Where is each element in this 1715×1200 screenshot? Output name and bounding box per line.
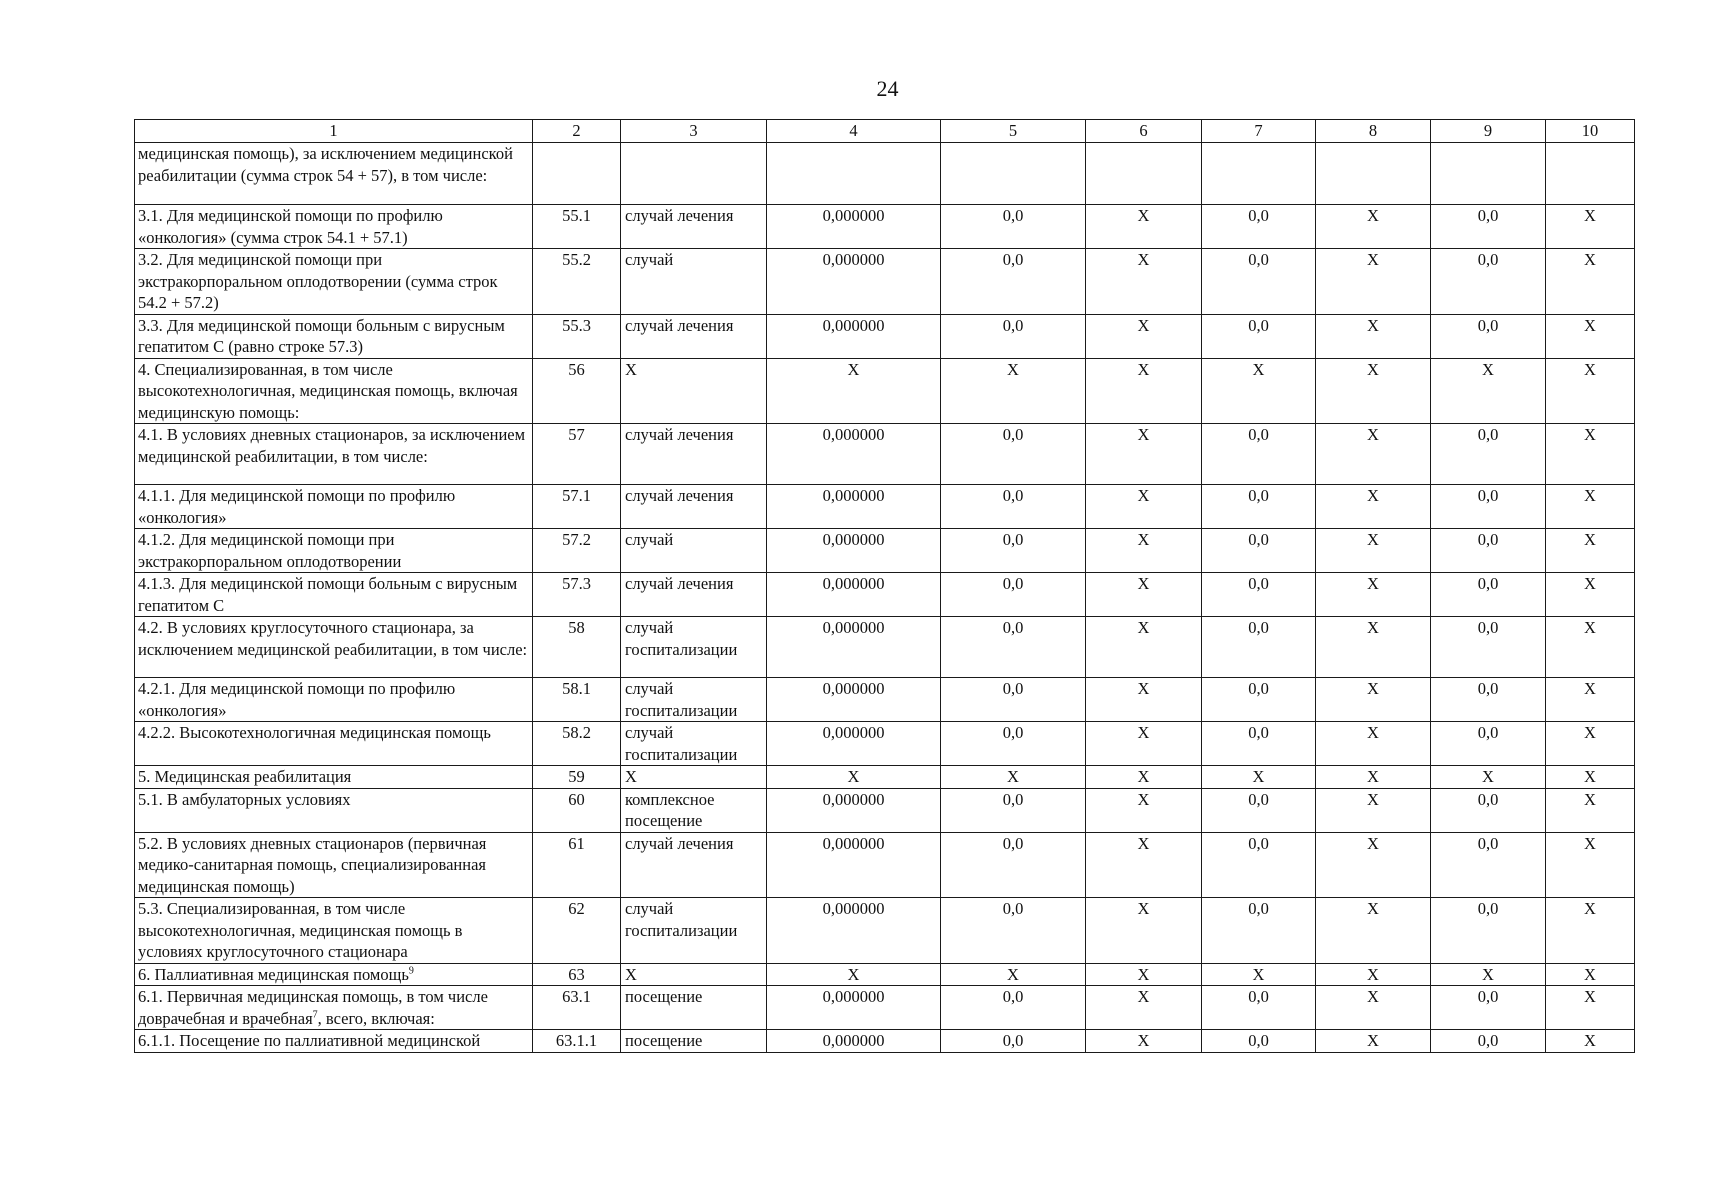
cell-row-code: 55.3 [533,314,621,358]
cell-label-text: 6.1.1. Посещение по паллиативной медицинской [138,1031,481,1050]
cell-col-10: X [1546,986,1635,1030]
cell-col-5: 0,0 [941,205,1086,249]
cell-col-10: X [1546,766,1635,789]
column-header: 10 [1546,120,1635,143]
column-header: 7 [1202,120,1316,143]
table-row [135,832,1635,898]
cell-col-5: X [941,766,1086,789]
cell-label-text: 5.2. В условиях дневных стационаров (первичная медико-санитарная помощь, специализированная медицинская помощь) [138,833,487,896]
cell-col-10: X [1546,898,1635,964]
cell-col-5: 0,0 [941,986,1086,1030]
cell-col-5: 0,0 [941,573,1086,617]
cell-col-6: X [1086,485,1202,529]
cell-label [135,358,533,424]
cell-col-7: 0,0 [1202,424,1316,485]
cell-col-10: X [1546,678,1635,722]
cell-col-10: X [1546,617,1635,678]
cell-unit: случай госпитализации [621,678,767,722]
cell-label-text: 3.1. Для медицинской помощи по профилю «онкология» (сумма строк 54.1 + 57.1) [138,206,443,247]
cell-col-8: X [1316,424,1431,485]
cell-col-7: 0,0 [1202,314,1316,358]
cell-col-9 [1431,143,1546,205]
cell-label [135,573,533,617]
cell-label [135,249,533,315]
table-row [135,678,1635,722]
table-row [135,205,1635,249]
cell-unit: комплексное посещение [621,788,767,832]
cell-col-5: 0,0 [941,788,1086,832]
cell-col-9: 0,0 [1431,1030,1546,1053]
cell-col-4: 0,000000 [767,529,941,573]
cell-row-code: 56 [533,358,621,424]
cell-col-5: 0,0 [941,898,1086,964]
cell-col-4: 0,000000 [767,678,941,722]
cell-col-6: X [1086,205,1202,249]
cell-label-text: медицинская помощь), за исключением медицинской реабилитации (сумма строк 54 + 57), в том числе: [138,144,513,185]
cell-col-6: X [1086,678,1202,722]
cell-col-4: X [767,963,941,986]
cell-unit: случай госпитализации [621,617,767,678]
cell-label [135,722,533,766]
cell-col-6: X [1086,529,1202,573]
cell-col-9: 0,0 [1431,249,1546,315]
cell-col-9: 0,0 [1431,573,1546,617]
cell-col-6: X [1086,832,1202,898]
cell-col-9: 0,0 [1431,788,1546,832]
cell-unit: X [621,963,767,986]
table-row [135,424,1635,485]
cell-col-9: 0,0 [1431,485,1546,529]
table-row [135,249,1635,315]
column-header: 5 [941,120,1086,143]
cell-col-6: X [1086,1030,1202,1053]
cell-col-6 [1086,143,1202,205]
cell-col-5: 0,0 [941,1030,1086,1053]
cell-col-6: X [1086,963,1202,986]
header-row [135,120,1635,143]
cell-col-8: X [1316,485,1431,529]
cell-label-text: 4.1.3. Для медицинской помощи больным с вирусным гепатитом С [138,574,518,615]
cell-col-4: 0,000000 [767,617,941,678]
cell-col-6: X [1086,573,1202,617]
cell-col-5: X [941,963,1086,986]
cell-col-4: 0,000000 [767,249,941,315]
cell-col-8: X [1316,205,1431,249]
cell-col-7: 0,0 [1202,832,1316,898]
cell-col-8: X [1316,617,1431,678]
cell-unit: случай лечения [621,832,767,898]
cell-col-8: X [1316,832,1431,898]
cell-col-9: 0,0 [1431,424,1546,485]
cell-label-text: 3.2. Для медицинской помощи при экстракорпоральном оплодотворении (сумма строк 54.2 + 57.2) [138,250,498,312]
cell-col-4: 0,000000 [767,1030,941,1053]
cell-label [135,143,533,205]
table-row [135,143,1635,205]
cell-col-5: X [941,358,1086,424]
cell-col-7: 0,0 [1202,788,1316,832]
cell-unit: случай лечения [621,205,767,249]
cell-col-4: 0,000000 [767,722,941,766]
cell-col-10: X [1546,722,1635,766]
table-row [135,617,1635,678]
cell-col-8: X [1316,722,1431,766]
cell-col-8: X [1316,1030,1431,1053]
cell-col-4: 0,000000 [767,205,941,249]
column-header: 4 [767,120,941,143]
footnote-marker: 9 [408,965,414,976]
cell-col-9: 0,0 [1431,898,1546,964]
cell-unit: случай лечения [621,485,767,529]
cell-col-9: 0,0 [1431,832,1546,898]
cell-col-5 [941,143,1086,205]
cell-label-text: 4.2. В условиях круглосуточного стационара, за исключением медицинской реабилитации, в том числе: [138,618,528,659]
cell-col-7: X [1202,358,1316,424]
cell-label [135,832,533,898]
cell-label [135,485,533,529]
cell-label-text: 3.3. Для медицинской помощи больным с вирусным гепатитом С (равно строке 57.3) [138,315,505,356]
column-header: 6 [1086,120,1202,143]
cell-label-text: 4.1.1. Для медицинской помощи по профилю «онкология» [138,486,456,527]
cell-col-8 [1316,143,1431,205]
cell-col-5: 0,0 [941,314,1086,358]
cell-label-text: 5.1. В амбулаторных условиях [138,789,351,809]
cell-col-10: X [1546,529,1635,573]
cell-label [135,963,533,986]
cell-row-code: 61 [533,832,621,898]
table-row [135,358,1635,424]
cell-col-7: 0,0 [1202,485,1316,529]
cell-col-8: X [1316,529,1431,573]
cell-label [135,788,533,832]
cell-col-10: X [1546,963,1635,986]
table-body [135,143,1635,1053]
cell-col-7: 0,0 [1202,1030,1316,1053]
cell-col-7: X [1202,766,1316,789]
cell-col-10: X [1546,205,1635,249]
cell-label-tail: , всего, включая: [317,1008,435,1028]
cell-col-9: 0,0 [1431,617,1546,678]
cell-col-4: X [767,766,941,789]
cell-label-text: 4. Специализированная, в том числе высокотехнологичная, медицинская помощь, включая медицинскую помощь: [138,359,518,422]
cell-col-8: X [1316,314,1431,358]
cell-unit: X [621,766,767,789]
cell-col-5: 0,0 [941,617,1086,678]
cell-col-6: X [1086,249,1202,315]
cell-label-text: 4.1. В условиях дневных стационаров, за исключением медицинской реабилитации, в том числе: [138,425,526,466]
cell-col-8: X [1316,766,1431,789]
cell-unit: случай [621,249,767,315]
cell-col-10: X [1546,1030,1635,1053]
cell-col-6: X [1086,358,1202,424]
cell-col-10: X [1546,788,1635,832]
cell-col-7: 0,0 [1202,678,1316,722]
column-header: 2 [533,120,621,143]
cell-col-8: X [1316,249,1431,315]
cell-label [135,314,533,358]
cell-col-8: X [1316,358,1431,424]
table-row [135,573,1635,617]
cell-col-7: 0,0 [1202,205,1316,249]
table-row [135,788,1635,832]
cell-col-5: 0,0 [941,678,1086,722]
cell-row-code: 63.1.1 [533,1030,621,1053]
table-row [135,529,1635,573]
table-row [135,1030,1635,1053]
cell-col-9: X [1431,963,1546,986]
cell-label-text: 5.3. Специализированная, в том числе высокотехнологичная, медицинская помощь в условиях круглосуточного стационара [138,899,463,961]
cell-col-7: 0,0 [1202,617,1316,678]
cell-col-10: X [1546,314,1635,358]
table-row [135,485,1635,529]
cell-col-9: 0,0 [1431,205,1546,249]
cell-row-code: 58.2 [533,722,621,766]
cell-row-code: 57.3 [533,573,621,617]
cell-col-10: X [1546,573,1635,617]
cell-col-7 [1202,143,1316,205]
cell-col-8: X [1316,678,1431,722]
cell-col-4: 0,000000 [767,485,941,529]
cell-col-5: 0,0 [941,529,1086,573]
cell-row-code: 58.1 [533,678,621,722]
cell-col-10: X [1546,424,1635,485]
cell-label-text: 4.1.2. Для медицинской помощи при экстракорпоральном оплодотворении [138,530,402,571]
cell-label [135,766,533,789]
cell-label-text: 4.2.1. Для медицинской помощи по профилю «онкология» [138,679,456,720]
cell-col-7: 0,0 [1202,529,1316,573]
cell-col-4: 0,000000 [767,832,941,898]
cell-unit: случай госпитализации [621,722,767,766]
column-header: 3 [621,120,767,143]
table-row [135,722,1635,766]
cell-row-code: 62 [533,898,621,964]
cell-col-6: X [1086,986,1202,1030]
cell-row-code [533,143,621,205]
cell-col-8: X [1316,986,1431,1030]
cell-col-4: 0,000000 [767,986,941,1030]
cell-col-9: 0,0 [1431,314,1546,358]
cell-col-10: X [1546,485,1635,529]
cell-col-7: 0,0 [1202,573,1316,617]
cell-col-7: 0,0 [1202,986,1316,1030]
cell-col-6: X [1086,766,1202,789]
cell-col-5: 0,0 [941,249,1086,315]
cell-unit: случай лечения [621,314,767,358]
cell-col-7: X [1202,963,1316,986]
cell-col-5: 0,0 [941,424,1086,485]
cell-unit: посещение [621,986,767,1030]
cell-col-5: 0,0 [941,722,1086,766]
data-table [134,119,1635,1053]
cell-label-text: 5. Медицинская реабилитация [138,767,352,786]
cell-label [135,678,533,722]
cell-col-7: 0,0 [1202,249,1316,315]
cell-row-code: 57.2 [533,529,621,573]
cell-col-9: X [1431,766,1546,789]
cell-col-6: X [1086,788,1202,832]
table-row [135,766,1635,789]
cell-unit: X [621,358,767,424]
cell-col-9: 0,0 [1431,722,1546,766]
cell-label [135,424,533,485]
cell-col-10: X [1546,249,1635,315]
cell-row-code: 60 [533,788,621,832]
cell-label [135,617,533,678]
cell-label-text: 4.2.2. Высокотехнологичная медицинская помощь [138,723,491,742]
cell-col-10: X [1546,358,1635,424]
cell-col-4: 0,000000 [767,898,941,964]
cell-row-code: 57.1 [533,485,621,529]
cell-row-code: 55.2 [533,249,621,315]
cell-col-8: X [1316,963,1431,986]
cell-unit: случай лечения [621,573,767,617]
column-header: 9 [1431,120,1546,143]
cell-col-7: 0,0 [1202,722,1316,766]
table-row [135,314,1635,358]
cell-col-4: X [767,358,941,424]
cell-col-7: 0,0 [1202,898,1316,964]
cell-col-5: 0,0 [941,832,1086,898]
cell-row-code: 63 [533,963,621,986]
cell-row-code: 58 [533,617,621,678]
cell-col-9: X [1431,358,1546,424]
cell-col-4: 0,000000 [767,424,941,485]
cell-row-code: 59 [533,766,621,789]
column-header: 8 [1316,120,1431,143]
page-number: 24 [876,76,899,101]
cell-label [135,898,533,964]
cell-col-4 [767,143,941,205]
cell-label-text: 6. Паллиативная медицинская помощь [138,964,409,984]
cell-col-5: 0,0 [941,485,1086,529]
cell-row-code: 63.1 [533,986,621,1030]
cell-col-8: X [1316,573,1431,617]
cell-col-4: 0,000000 [767,314,941,358]
cell-unit: случай [621,529,767,573]
cell-col-4: 0,000000 [767,788,941,832]
cell-row-code: 55.1 [533,205,621,249]
cell-col-10 [1546,143,1635,205]
table-row [135,963,1635,986]
cell-col-8: X [1316,788,1431,832]
cell-label [135,1030,533,1053]
cell-unit: случай лечения [621,424,767,485]
cell-label [135,529,533,573]
cell-unit [621,143,767,205]
cell-col-6: X [1086,314,1202,358]
cell-label-text: 6.1. Первичная медицинская помощь, в том числе доврачебная и врачебная [138,987,488,1028]
cell-col-6: X [1086,722,1202,766]
cell-unit: посещение [621,1030,767,1053]
footnote-marker: 7 [312,1009,318,1020]
table-row [135,898,1635,964]
cell-col-9: 0,0 [1431,986,1546,1030]
cell-col-6: X [1086,898,1202,964]
cell-col-6: X [1086,424,1202,485]
column-header: 1 [135,120,533,143]
cell-label [135,986,533,1030]
cell-col-9: 0,0 [1431,529,1546,573]
cell-label [135,205,533,249]
cell-col-10: X [1546,832,1635,898]
cell-row-code: 57 [533,424,621,485]
cell-unit: случай госпитализации [621,898,767,964]
table-row [135,986,1635,1030]
cell-col-9: 0,0 [1431,678,1546,722]
cell-col-6: X [1086,617,1202,678]
cell-col-4: 0,000000 [767,573,941,617]
cell-col-8: X [1316,898,1431,964]
